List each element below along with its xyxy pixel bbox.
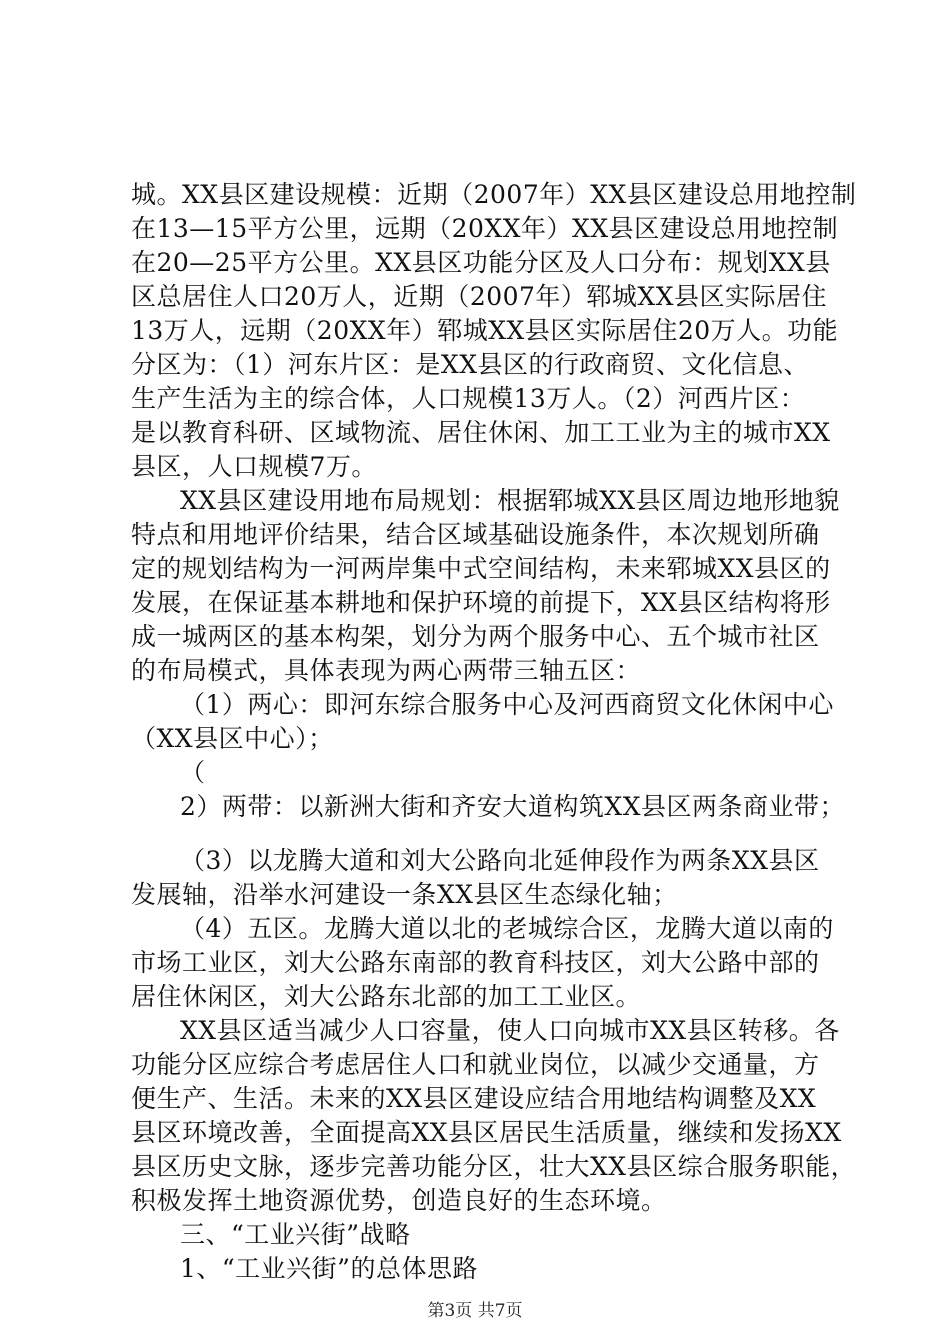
- subsection-heading: 1、“工业兴街”的总体思路: [180, 1254, 478, 1283]
- text-line: 分区为：（1）河东片区：是XX县区的行政商贸、文化信息、: [131, 350, 810, 379]
- text-line: 区总居住人口20万人，近期（2007年）郓城XX县区实际居住: [131, 282, 828, 311]
- text-line: 发展轴，沿举水河建设一条XX县区生态绿化轴；: [131, 880, 678, 909]
- text-line: 积极发挥土地资源优势，创造良好的生态环境。: [131, 1186, 667, 1215]
- section-heading: 三、“工业兴街”战略: [180, 1220, 411, 1249]
- list-item-line: （4）五区。龙腾大道以北的老城综合区，龙腾大道以南的: [180, 914, 834, 943]
- text-line: 特点和用地评价结果，结合区域基础设施条件，本次规划所确: [131, 520, 820, 549]
- paragraph-start-line: XX县区建设用地布局规划：根据郓城XX县区周边地形地貌: [180, 486, 840, 515]
- text-line: 县区环境改善，全面提高XX县区居民生活质量，继续和发扬XX: [131, 1118, 842, 1147]
- text-line: （XX县区中心）；: [131, 724, 334, 753]
- text-line: 成一城两区的基本构架，划分为两个服务中心、五个城市社区: [131, 622, 820, 651]
- page-footer: 第3页 共7页: [427, 1301, 523, 1321]
- text-line: 在13—15平方公里，远期（20XX年）XX县区建设总用地控制: [131, 214, 839, 243]
- text-line: 县区，人口规模7万。: [131, 452, 377, 481]
- text-line: 生产生活为主的综合体，人口规模13万人。（2）河西片区：: [131, 384, 806, 413]
- text-line: 城。XX县区建设规模：近期（2007年）XX县区建设总用地控制: [131, 180, 857, 209]
- text-line: 功能分区应综合考虑居住人口和就业岗位，以减少交通量，方: [131, 1050, 820, 1079]
- text-line: 市场工业区，刘大公路东南部的教育科技区，刘大公路中部的: [131, 948, 820, 977]
- list-item-line: （3）以龙腾大道和刘大公路向北延伸段作为两条XX县区: [180, 846, 820, 875]
- text-line: 是以教育科研、区域物流、居住休闲、加工工业为主的城市XX: [131, 418, 831, 447]
- text-line: 定的规划结构为一河两岸集中式空间结构，未来郓城XX县区的: [131, 554, 831, 583]
- list-item-line: （1）两心：即河东综合服务中心及河西商贸文化休闲中心: [180, 690, 834, 719]
- paragraph-start-line: XX县区适当减少人口容量，使人口向城市XX县区转移。各: [180, 1016, 840, 1045]
- text-line: 在20—25平方公里。XX县区功能分区及人口分布：规划XX县: [131, 248, 831, 277]
- text-line: 发展，在保证基本耕地和保护环境的前提下，XX县区结构将形: [131, 588, 831, 617]
- text-line: （: [180, 758, 206, 787]
- text-line: 便生产、生活。未来的XX县区建设应结合用地结构调整及XX: [131, 1084, 817, 1113]
- list-item-line: 2）两带：以新洲大街和齐安大道构筑XX县区两条商业带；: [180, 792, 846, 821]
- text-line: 居住休闲区，刘大公路东北部的加工工业区。: [131, 982, 642, 1011]
- text-line: 13万人，远期（20XX年）郓城XX县区实际居住20万人。功能: [131, 316, 839, 345]
- text-line: 县区历史文脉，逐步完善功能分区，壮大XX县区综合服务职能，: [131, 1152, 857, 1181]
- text-line: 的布局模式，具体表现为两心两带三轴五区：: [131, 656, 642, 685]
